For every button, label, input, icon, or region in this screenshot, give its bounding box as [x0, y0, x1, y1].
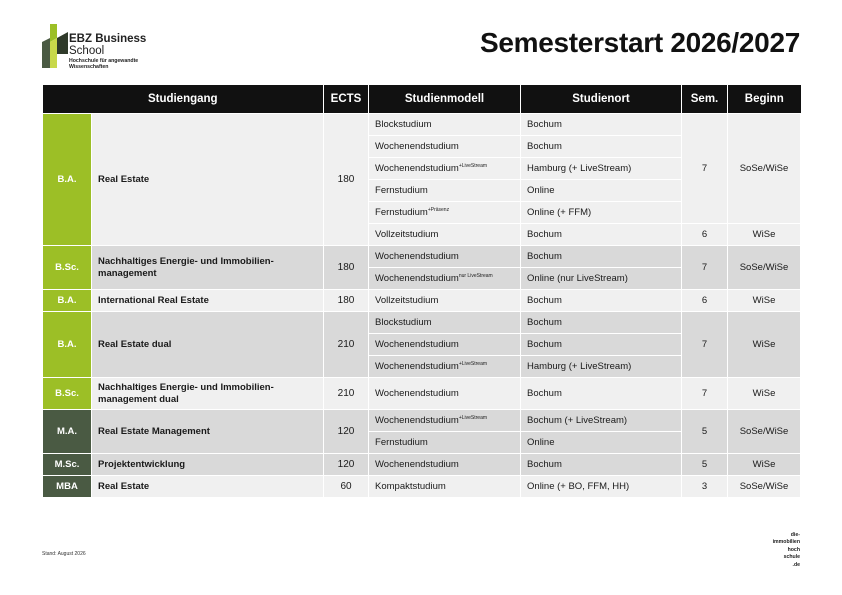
start-cell: WiSe [728, 378, 801, 410]
program-name-line2: management [98, 267, 157, 279]
sem-cell: 7 [682, 246, 728, 290]
degree-cell: B.A. [43, 290, 92, 312]
url-line1: die- [790, 532, 800, 538]
program-name: International Real Estate [92, 290, 324, 312]
semester-table [42, 85, 801, 498]
start-cell: SoSe/WiSe [728, 114, 801, 224]
header-place: Studienort [521, 85, 682, 114]
place-cell: Bochum [521, 378, 682, 410]
program-name-line1: Nachhaltiges Energie- und Immobilien- [98, 382, 274, 393]
logo-name [69, 33, 146, 57]
place-cell: Hamburg (+ LiveStream) [521, 158, 682, 180]
program-name: Real Estate Management [92, 410, 324, 454]
ects-cell: 210 [324, 378, 369, 410]
model-cell [369, 356, 521, 378]
model-cell: Wochenendstudium [369, 454, 521, 476]
place-cell: Bochum [521, 454, 682, 476]
program-name: Projektentwicklung [92, 454, 324, 476]
start-cell: SoSe/WiSe [728, 476, 801, 498]
model-text: Fernstudium [375, 207, 428, 218]
degree-cell: MBA [43, 476, 92, 498]
url-line4: schule [783, 554, 800, 561]
model-text: Wochenendstudium [375, 415, 459, 426]
ects-cell: 180 [324, 114, 369, 246]
degree-cell: M.Sc. [43, 454, 92, 476]
logo-subtitle [69, 59, 159, 70]
logo-mark-icon [42, 24, 68, 68]
url-line3: hoch [787, 546, 800, 553]
model-cell: Blockstudium [369, 312, 521, 334]
place-cell: Bochum [521, 246, 682, 268]
sem-cell: 5 [682, 410, 728, 454]
header-model: Studienmodell [369, 85, 521, 114]
start-cell: SoSe/WiSe [728, 410, 801, 454]
model-cell: Fernstudium [369, 180, 521, 202]
table-row [43, 290, 801, 312]
model-text: Wochenendstudium [375, 163, 459, 174]
degree-cell: B.A. [43, 312, 92, 378]
place-cell: Bochum [521, 224, 682, 246]
logo-sub1: Hochschule für angewandte [69, 58, 139, 64]
model-cell: Vollzeitstudium [369, 290, 521, 312]
url-line2: immobilien [772, 539, 800, 546]
place-cell: Online [521, 180, 682, 202]
table-row [43, 246, 801, 268]
place-cell: Bochum [521, 312, 682, 334]
model-cell: Fernstudium [369, 432, 521, 454]
start-cell: WiSe [728, 454, 801, 476]
model-superscript: +LiveStream [458, 415, 488, 421]
degree-cell: B.Sc. [43, 246, 92, 290]
start-cell: WiSe [728, 312, 801, 378]
degree-cell: B.Sc. [43, 378, 92, 410]
ects-cell: 180 [324, 246, 369, 290]
stand-date: Stand: August 2026 [42, 551, 86, 557]
model-cell: Wochenendstudium [369, 334, 521, 356]
place-cell: Online [521, 432, 682, 454]
place-cell: Online (+ FFM) [521, 202, 682, 224]
program-name-line2: management dual [98, 393, 179, 405]
header-program: Studiengang [43, 85, 324, 114]
sem-cell: 7 [682, 312, 728, 378]
place-cell: Bochum [521, 334, 682, 356]
model-superscript: +LiveStream [458, 361, 488, 367]
program-name-line1: Nachhaltiges Energie- und Immobilien- [98, 256, 274, 267]
logo-line2: School [69, 45, 105, 57]
model-cell: Blockstudium [369, 114, 521, 136]
model-cell [369, 268, 521, 290]
model-cell: Vollzeitstudium [369, 224, 521, 246]
table-header-row [43, 85, 801, 114]
program-name: Real Estate dual [92, 312, 324, 378]
ects-cell: 120 [324, 410, 369, 454]
website-link[interactable] [762, 532, 800, 569]
ects-cell: 180 [324, 290, 369, 312]
program-name: Real Estate [92, 114, 324, 246]
sem-cell: 5 [682, 454, 728, 476]
model-cell: Wochenendstudium [369, 378, 521, 410]
degree-cell: M.A. [43, 410, 92, 454]
place-cell: Online (nur LiveStream) [521, 268, 682, 290]
start-cell: WiSe [728, 224, 801, 246]
logo-sub2: Wissenschaften [69, 63, 109, 70]
table-row [43, 476, 801, 498]
logo-line1: EBZ Business [69, 33, 147, 45]
program-name [92, 378, 324, 410]
model-cell: Wochenendstudium [369, 136, 521, 158]
model-cell [369, 202, 521, 224]
degree-cell: B.A. [43, 114, 92, 246]
place-cell: Bochum [521, 114, 682, 136]
place-cell: Bochum (+ LiveStream) [521, 410, 682, 432]
program-name [92, 246, 324, 290]
place-cell: Bochum [521, 136, 682, 158]
model-text: Wochenendstudium [375, 361, 459, 372]
ects-cell: 60 [324, 476, 369, 498]
place-cell: Online (+ BO, FFM, HH) [521, 476, 682, 498]
place-cell: Bochum [521, 290, 682, 312]
sem-cell: 7 [682, 114, 728, 224]
table-row [43, 410, 801, 432]
model-cell [369, 158, 521, 180]
logo [42, 24, 162, 70]
table-row [43, 114, 801, 136]
url-line5: .de [792, 561, 800, 568]
model-superscript: +LiveStream [458, 163, 488, 169]
sem-cell: 6 [682, 290, 728, 312]
sem-cell: 6 [682, 224, 728, 246]
place-cell: Hamburg (+ LiveStream) [521, 356, 682, 378]
table-row [43, 378, 801, 410]
header-sem: Sem. [682, 85, 728, 114]
model-cell: Kompaktstudium [369, 476, 521, 498]
page-title: Semesterstart 2026/2027 [479, 27, 800, 58]
model-superscript: nur LiveStream [458, 273, 493, 279]
sem-cell: 3 [682, 476, 728, 498]
start-cell: SoSe/WiSe [728, 246, 801, 290]
model-cell: Wochenendstudium [369, 246, 521, 268]
model-text: Wochenendstudium [375, 273, 459, 284]
ects-cell: 120 [324, 454, 369, 476]
ects-cell: 210 [324, 312, 369, 378]
table-row [43, 454, 801, 476]
model-superscript: +Präsenz [427, 207, 450, 213]
sem-cell: 7 [682, 378, 728, 410]
start-cell: WiSe [728, 290, 801, 312]
header-ects: ECTS [324, 85, 369, 114]
table-row [43, 312, 801, 334]
program-name: Real Estate [92, 476, 324, 498]
model-cell [369, 410, 521, 432]
header-start: Beginn [728, 85, 801, 114]
